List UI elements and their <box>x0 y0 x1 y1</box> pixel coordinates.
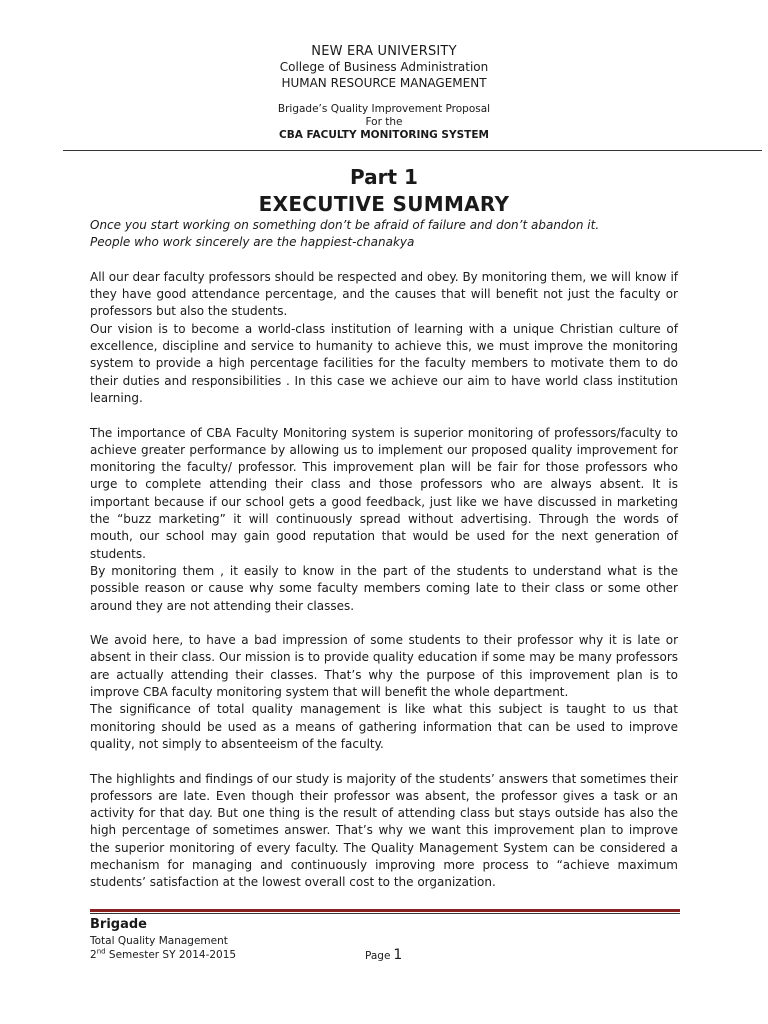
body-paragraph: By monitoring them , it easily to know in the part of the students to understand what is the possible reason or cause why some faculty members coming late to their class or some other around they are not attending their classes. <box>90 563 678 613</box>
page-number: 1 <box>393 947 403 963</box>
part-heading: Part 1 <box>350 165 418 189</box>
footer-semester <box>90 948 236 962</box>
body-paragraph: Our vision is to become a world-class institution of learning with a unique Christian culture of excellence, discipline and service to humanity to achieve this, we must improve the monitoring system to provide a high percentage facilities for the faculty members to motivate them to do their duties and responsibilities . In this case we achieve our aim to have world class institution learning. <box>90 321 678 405</box>
footer-divider-thick <box>90 909 680 912</box>
quote-line: People who work sincerely are the happiest-chanakya <box>90 235 415 250</box>
footer-subject: Total Quality Management <box>90 935 228 947</box>
section-title: EXECUTIVE SUMMARY <box>258 192 510 216</box>
semester-text: Semester SY 2014-2015 <box>105 949 237 961</box>
body-paragraph: The significance of total quality management is like what this subject is taught to us that monitoring should be used as a means of gathering information that can be used to improve quality, not simply to absenteeism of the faculty. <box>90 702 678 751</box>
footer-group-name: Brigade <box>90 917 147 932</box>
epigraph-quote <box>90 217 678 252</box>
document-header <box>0 44 768 142</box>
quote-line: Once you start working on something don’t be afraid of failure and don’t abandon it. <box>90 218 600 232</box>
page-indicator <box>365 947 402 964</box>
footer-divider-thin <box>90 913 680 914</box>
header-divider <box>63 150 762 151</box>
proposal-for-the: For the <box>365 116 403 128</box>
college-name: College of Business Administration <box>279 60 489 74</box>
page-label: Page <box>365 950 391 962</box>
semester-number: 2 <box>90 949 97 961</box>
body-paragraph: All our dear faculty professors should be respected and obey. By monitoring them, we will know if they have good attendance percentage, and the causes that will benefit not just the faculty or professors but also the students. <box>90 269 678 319</box>
semester-ordinal: nd <box>96 947 106 956</box>
system-name: CBA FACULTY MONITORING SYSTEM <box>279 129 489 141</box>
university-name: NEW ERA UNIVERSITY <box>311 44 457 59</box>
proposal-title: Brigade’s Quality Improvement Proposal <box>277 103 491 115</box>
document-body <box>90 217 678 892</box>
department-name: HUMAN RESOURCE MANAGEMENT <box>281 75 487 90</box>
body-paragraph: The importance of CBA Faculty Monitoring system is superior monitoring of professors/faculty to achieve greater performance by allowing us to implement our proposed quality improvement for monitoring the faculty/ professor. This improvement plan will be fair for those professors who urge to complete attending their class and those professors who are always absent. It is important because if our school gets a good feedback, just like we have discussed in marketing the “buzz marketing” it will continuously spread without advertising. Through the words of mouth, our school may gain good reputation that would be used for the next generation of students. <box>90 425 678 561</box>
body-paragraph: The highlights and findings of our study is majority of the students’ answers that sometimes their professors are late. Even though their professor was absent, the professor gives a task or an activity for that day. But one thing is the result of attending class but stays outside has also the high percentage of sometimes answer. That’s why we want this improvement plan to improve the superior monitoring of every faculty. The Quality Management System can be considered a mechanism for managing and continuously improving more process to “achieve maximum students’ satisfaction at the lowest overall cost to the organization. <box>90 771 678 890</box>
body-paragraph: We avoid here, to have a bad impression of some students to their professor why it is late or absent in their class. Our mission is to provide quality education if some may be many professors are actually attending their classes. That’s why the purpose of this improvement plan is to improve CBA faculty monitoring system that will benefit the whole department. <box>90 633 678 700</box>
